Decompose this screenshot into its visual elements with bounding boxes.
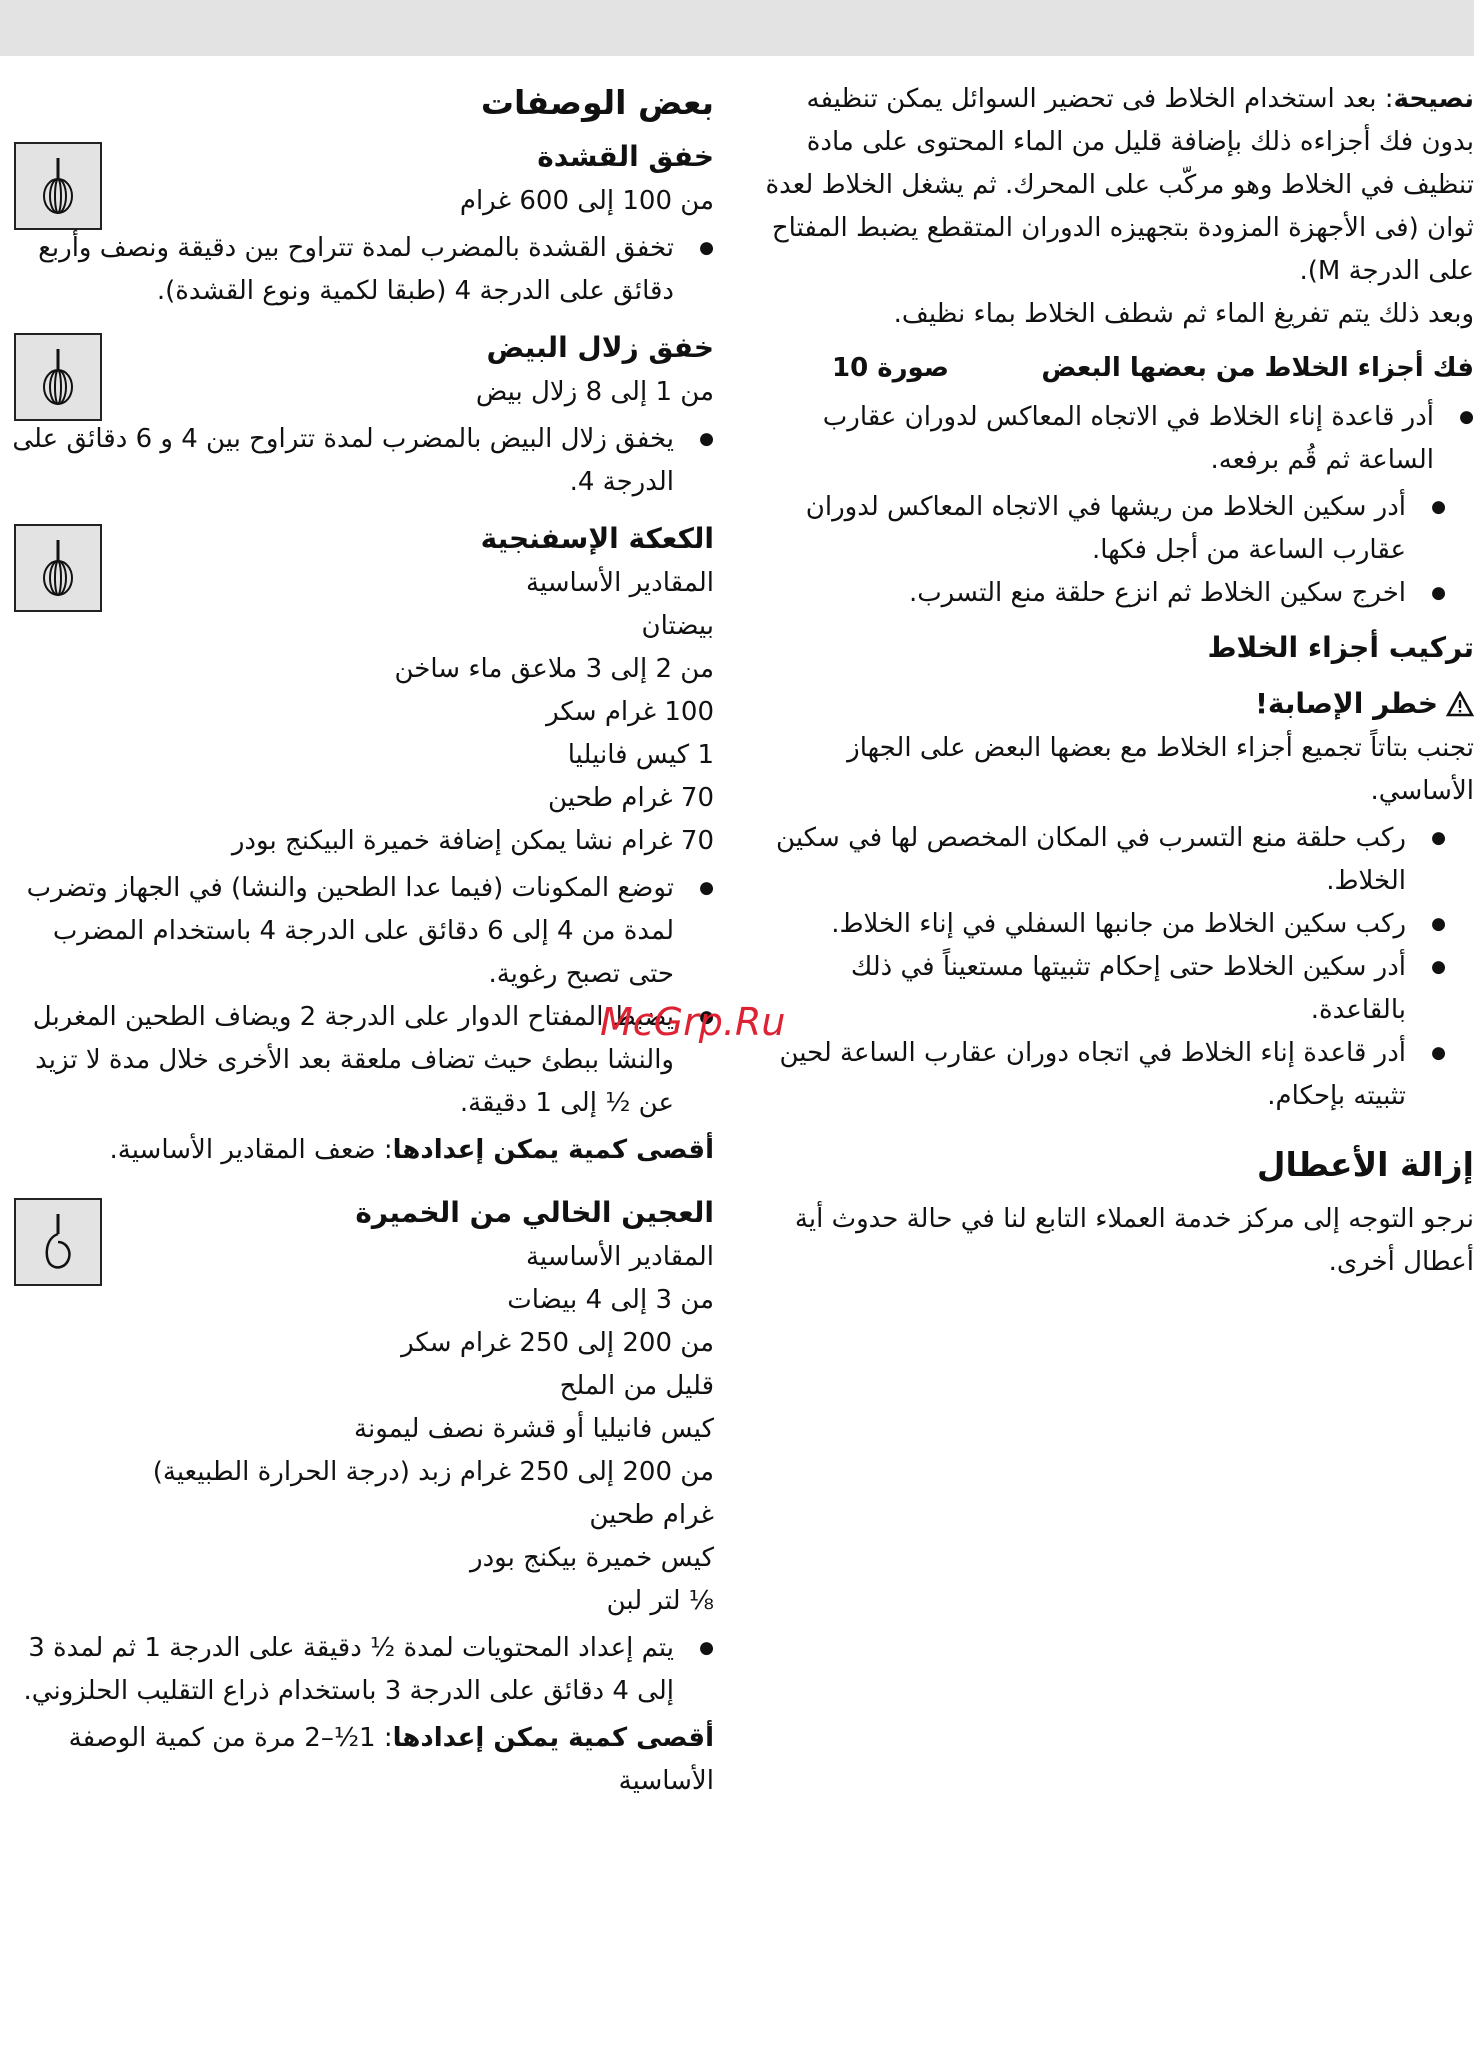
disassembly-heading xyxy=(764,344,1474,392)
disassembly-steps-indented xyxy=(764,486,1474,615)
ingredient: 1 كيس فانيليا xyxy=(567,740,714,770)
list-item: ● يتم إعداد المحتويات لمدة ½ دقيقة على الدرجة 1 ثم لمدة 3 إلى 4 دقائق على الدرجة 3 باستخدام ذراع التقليب الحلزوني. xyxy=(0,1627,674,1713)
ingredient: من 3 إلى 4 بيضات xyxy=(507,1285,714,1315)
recipe-steps xyxy=(0,418,714,504)
right-column xyxy=(764,78,1474,1284)
tip-after: وبعد ذلك يتم تفريغ الماء ثم شطف الخلاط بماء نظيف. xyxy=(893,299,1474,329)
recipe-title: خفق زلال البيض xyxy=(486,331,714,364)
ingredient: من 200 إلى 250 غرام زبد (درجة الحرارة الطبيعية) xyxy=(152,1457,714,1487)
list-item: ● أدر قاعدة إناء الخلاط في الاتجاه المعاكس لدوران عقارب الساعة ثم قُم برفعه. xyxy=(764,396,1434,482)
list-item: ● توضع المكونات (فيما عدا الطحين والنشا) في الجهاز وتضرب لمدة من 4 إلى 6 دقائق على الدرجة 4 باستخدام المضرب حتى تصبح رغوية. xyxy=(0,867,674,996)
list-item: ● أدر سكين الخلاط من ريشها في الاتجاه المعاكس لدوران عقارب الساعة من أجل فكها. xyxy=(764,486,1406,572)
tip-paragraph xyxy=(764,78,1474,293)
ingredient: 70 غرام طحين xyxy=(547,783,714,813)
warning-title: خطر الإصابة! xyxy=(1255,687,1438,720)
recipe-cream xyxy=(0,134,714,313)
max-quantity xyxy=(0,1129,714,1172)
troubleshoot-title: إزالة الأعطال xyxy=(1256,1145,1474,1184)
ingredient: ⅛ لتر لبن xyxy=(606,1586,714,1616)
ingredient: المقادير الأساسية xyxy=(525,1242,714,1272)
list-item: ● يضبط المفتاح الدوار على الدرجة 2 ويضاف الطحين المغربل والنشا ببطئ حيث تضاف ملعقة بعد الأخرى خلال مدة لا تزيد عن ½ إلى 1 دقيقة. xyxy=(0,996,674,1125)
max-quantity-text: : ضعف المقادير الأساسية. xyxy=(109,1135,393,1165)
recipe-sponge xyxy=(0,516,714,1172)
recipe-amount: من 1 إلى 8 زلال بيض xyxy=(475,377,714,407)
recipe-steps xyxy=(0,227,714,313)
list-item: ● اخرج سكين الخلاط ثم انزع حلقة منع التسرب. xyxy=(764,572,1406,615)
watermark: McGrp.Ru xyxy=(600,1000,786,1044)
recipe-steps xyxy=(0,1627,714,1713)
max-quantity-label: أقصى كمية يمكن إعدادها xyxy=(392,1723,714,1753)
max-quantity-text: : 1½–2 مرة من كمية الوصفة الأساسية xyxy=(68,1723,714,1796)
recipe-title: خفق القشدة xyxy=(537,140,714,173)
recipe-steps xyxy=(0,867,714,1125)
ingredient: من 2 إلى 3 ملاعق ماء ساخن xyxy=(394,654,714,684)
tip-text: : بعد استخدام الخلاط فى تحضير السوائل يمكن تنظيفه بدون فك أجزاءه ذلك بإضافة قليل من الماء المحتوى على مادة تنظيف في الخلاط وهو مركّب على المحرك. ثم يشغل الخلاط لعدة ثوان (فى الأجهزة المزودة بتجهيزه الدوران المتقطع يضبط المفتاح على الدرجة M). xyxy=(765,84,1474,286)
ingredient: المقادير الأساسية xyxy=(525,568,714,598)
warning-heading xyxy=(1255,681,1474,727)
recipe-title: العجين الخالي من الخميرة xyxy=(355,1196,714,1229)
whisk-icon xyxy=(14,142,102,230)
picture-reference: صورة 10 xyxy=(832,353,949,383)
ingredient: 100 غرام سكر xyxy=(546,697,714,727)
max-quantity-label: أقصى كمية يمكن إعدادها xyxy=(392,1135,714,1165)
warning-icon xyxy=(1446,691,1474,717)
tip-label: نصيحة xyxy=(1393,84,1474,114)
recipe-egg-whites xyxy=(0,325,714,504)
recipe-amount: من 100 إلى 600 غرام xyxy=(459,186,714,216)
list-item: ● تخفق القشدة بالمضرب لمدة تتراوح بين دقيقة ونصف وأربع دقائق على الدرجة 4 (طبقا لكمية ونوع القشدة). xyxy=(0,227,674,313)
ingredient: من 200 إلى 250 غرام سكر xyxy=(401,1328,714,1358)
ingredient: كيس فانيليا أو قشرة نصف ليمونة xyxy=(354,1414,714,1444)
list-item: ● ركب حلقة منع التسرب في المكان المخصص لها في سكين الخلاط. xyxy=(764,817,1406,903)
disassembly-steps xyxy=(764,396,1474,482)
troubleshoot-text: نرجو التوجه إلى مركز خدمة العملاء التابع لنا في حالة حدوث أية أعطال أخرى. xyxy=(794,1204,1474,1277)
dough-hook-icon xyxy=(14,1198,102,1286)
whisk-icon xyxy=(14,333,102,421)
left-column xyxy=(0,78,714,1803)
recipes-title: بعض الوصفات xyxy=(480,83,714,122)
max-quantity xyxy=(0,1717,714,1803)
list-item: ● أدر سكين الخلاط حتى إحكام تثبيتها مستعيناً في ذلك بالقاعدة. xyxy=(764,946,1406,1032)
ingredient: قليل من الملح xyxy=(559,1371,714,1401)
ingredient: غرام طحين xyxy=(589,1500,714,1530)
warning-text: تجنب بتاتاً تجميع أجزاء الخلاط مع بعضها البعض على الجهاز الأساسي. xyxy=(847,733,1474,806)
recipe-yeast-free xyxy=(0,1190,714,1803)
list-item: ● ركب سكين الخلاط من جانبها السفلي في إناء الخلاط. xyxy=(764,903,1406,946)
page-header-bar xyxy=(0,0,1474,56)
ingredient: 70 غرام نشا يمكن إضافة خميرة البيكنج بودر xyxy=(231,826,714,856)
ingredient: بيضتان xyxy=(641,611,714,641)
ingredient: كيس خميرة بيكنج بودر xyxy=(470,1543,714,1573)
list-item: ● يخفق زلال البيض بالمضرب لمدة تتراوح بين 4 و 6 دقائق على الدرجة 4. xyxy=(0,418,674,504)
recipe-title: الكعكة الإسفنجية xyxy=(480,522,714,555)
disassembly-title: فك أجزاء الخلاط من بعضها البعض xyxy=(1041,353,1474,383)
assembly-steps xyxy=(764,817,1474,1118)
ingredient-list xyxy=(0,562,714,863)
whisk-icon xyxy=(14,524,102,612)
assembly-title: تركيب أجزاء الخلاط xyxy=(1207,631,1474,664)
list-item: ● أدر قاعدة إناء الخلاط في اتجاه دوران عقارب الساعة لحين تثبيته بإحكام. xyxy=(764,1032,1406,1118)
ingredient-list xyxy=(0,1236,714,1623)
